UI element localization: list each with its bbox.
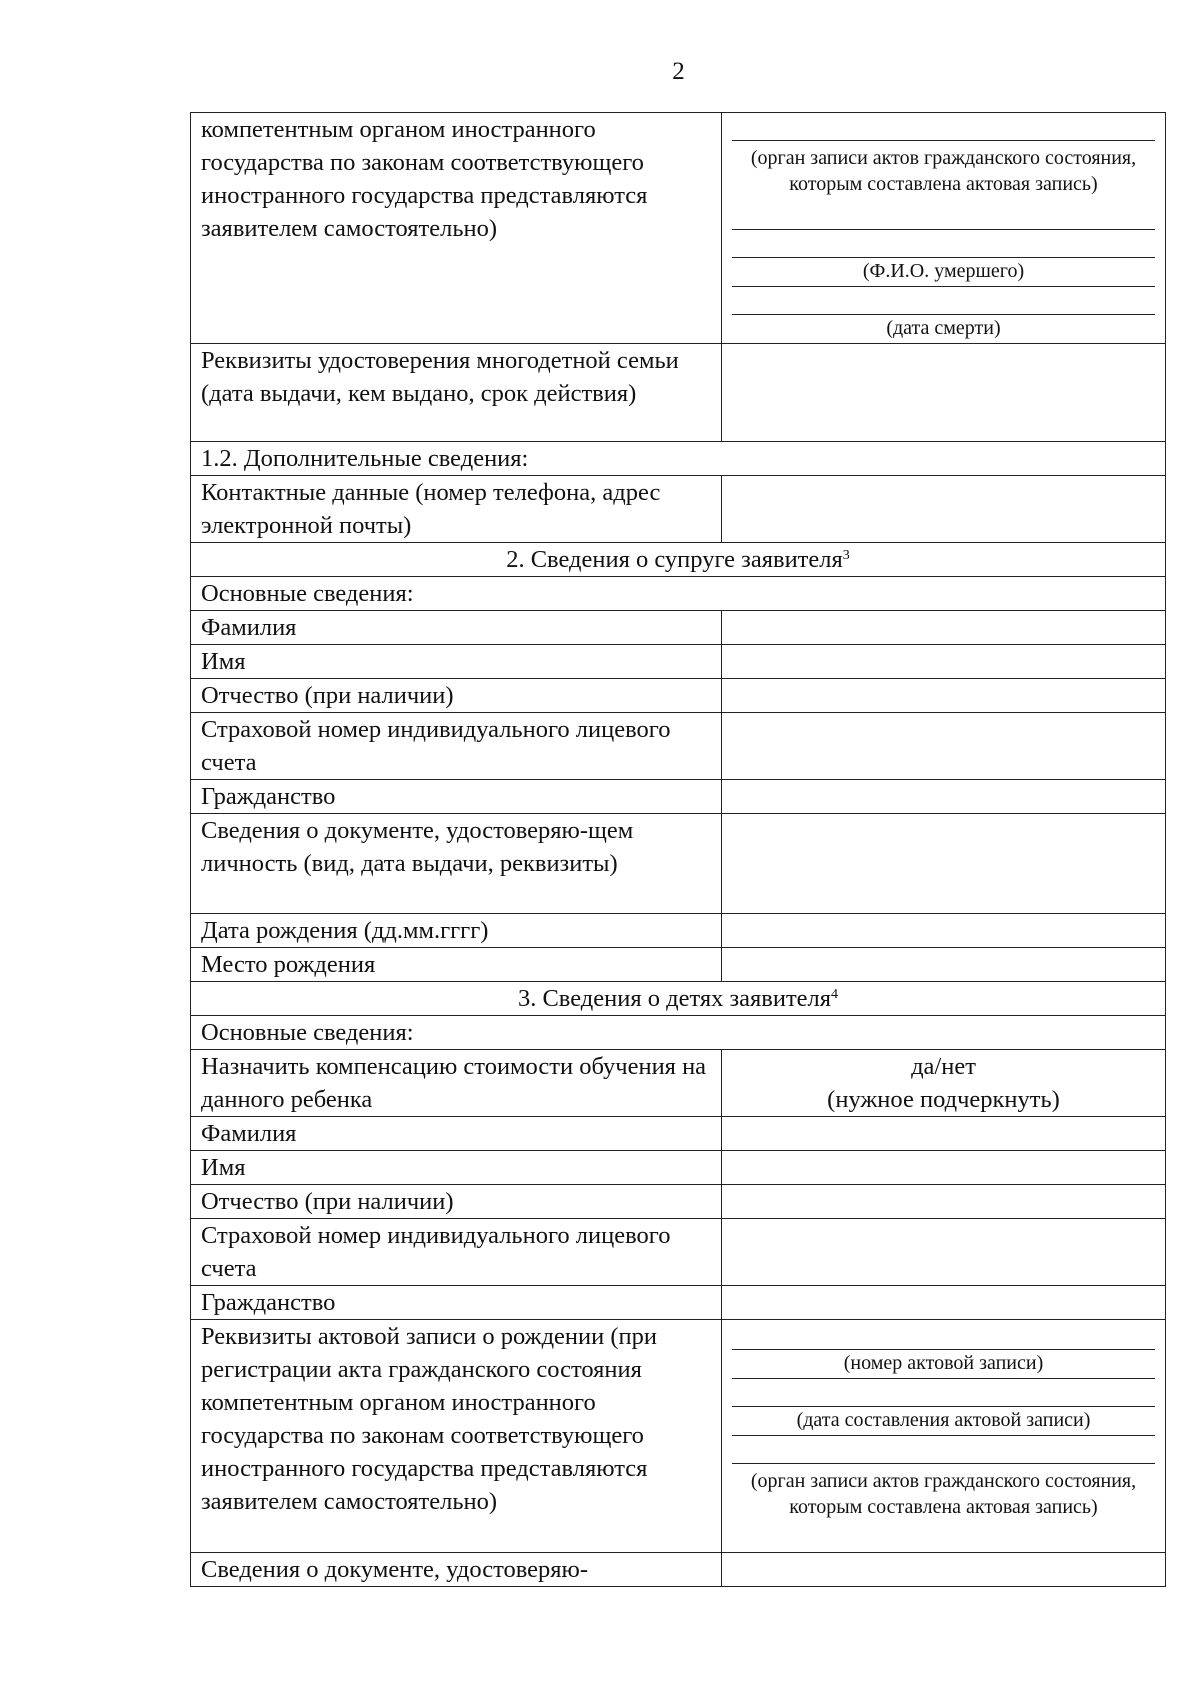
spouse-name-field[interactable]	[722, 645, 1166, 679]
spouse-birthdate-field[interactable]	[722, 914, 1166, 948]
spouse-patronymic-label: Отчество (при наличии)	[191, 679, 722, 713]
row-label-contact-data: Контактные данные (номер телефона, адрес электронной почты)	[191, 476, 722, 543]
table-row	[191, 543, 1166, 577]
spouse-birthdate-label: Дата рождения (дд.мм.гггг)	[191, 914, 722, 948]
table-row	[191, 1151, 1166, 1185]
spouse-birthplace-label: Место рождения	[191, 948, 722, 982]
field-blank[interactable]	[732, 1320, 1155, 1350]
table-row	[191, 914, 1166, 948]
application-form-table	[190, 112, 1166, 1587]
row-label-additional-info: 1.2. Дополнительные сведения:	[191, 442, 1166, 476]
row-label-foreign-authority: компетентным органом иностранного государства по законам соответствующего иностранного государства представляются заявителем самостоятельно)	[191, 113, 722, 344]
spouse-id-document-field[interactable]	[722, 814, 1166, 914]
child-patronymic-label: Отчество (при наличии)	[191, 1185, 722, 1219]
caption-registry-office: (орган записи актов гражданского состояния, которым составлена актовая запись)	[750, 1470, 1137, 1518]
table-row	[191, 814, 1166, 914]
spouse-name-label: Имя	[191, 645, 722, 679]
caption-registry-office: (орган записи актов гражданского состояния, которым составлена актовая запись)	[732, 141, 1155, 230]
field-blank[interactable]	[732, 1436, 1155, 1464]
footnote-mark: 4	[831, 987, 839, 1002]
child-surname-field[interactable]	[722, 1117, 1166, 1151]
child-id-document-field[interactable]	[722, 1553, 1166, 1587]
table-row	[191, 113, 1166, 344]
section-2-basic-info: Основные сведения:	[191, 577, 1166, 611]
spouse-citizenship-field[interactable]	[722, 780, 1166, 814]
table-row	[191, 1050, 1166, 1117]
child-birth-record-label: Реквизиты актовой записи о рождении (при регистрации акта гражданского состояния компетентным органом иностранного государства по законам соответствующего иностранного государства представляются заявителем самостоятельно)	[191, 1320, 722, 1553]
table-row	[191, 1286, 1166, 1320]
section-2-title	[191, 543, 1166, 577]
field-blank[interactable]	[732, 287, 1155, 315]
table-row	[191, 713, 1166, 780]
child-id-document-label: Сведения о документе, удостоверяю-	[191, 1553, 722, 1587]
table-row	[191, 577, 1166, 611]
row-value-contact-data[interactable]	[722, 476, 1166, 543]
child-name-field[interactable]	[722, 1151, 1166, 1185]
table-row	[191, 1016, 1166, 1050]
yes-no-option[interactable]: да/нет	[911, 1053, 976, 1080]
spouse-patronymic-field[interactable]	[722, 679, 1166, 713]
page-number: 2	[672, 58, 685, 85]
child-citizenship-label: Гражданство	[191, 1286, 722, 1320]
table-row	[191, 1185, 1166, 1219]
section-3-basic-info: Основные сведения:	[191, 1016, 1166, 1050]
table-row	[191, 1117, 1166, 1151]
spouse-id-document-label: Сведения о документе, удостоверяю-щем личность (вид, дата выдачи, реквизиты)	[191, 814, 722, 914]
spouse-snils-field[interactable]	[722, 713, 1166, 780]
row-value-large-family-certificate[interactable]	[722, 344, 1166, 442]
table-row	[191, 1553, 1166, 1587]
table-row	[191, 1219, 1166, 1286]
section-3-title-text: 3. Сведения о детях заявителя	[517, 985, 832, 1012]
underline-hint: (нужное подчеркнуть)	[827, 1086, 1060, 1113]
table-row	[191, 645, 1166, 679]
field-blank[interactable]	[732, 1379, 1155, 1407]
child-surname-label: Фамилия	[191, 1117, 722, 1151]
table-row	[191, 1320, 1166, 1553]
child-snils-label: Страховой номер индивидуального лицевого счета	[191, 1219, 722, 1286]
caption-record-number: (номер актовой записи)	[732, 1350, 1155, 1379]
table-row	[191, 780, 1166, 814]
caption-death-date: (дата смерти)	[886, 317, 1001, 339]
spouse-surname-field[interactable]	[722, 611, 1166, 645]
spouse-birthplace-field[interactable]	[722, 948, 1166, 982]
child-snils-field[interactable]	[722, 1219, 1166, 1286]
child-name-label: Имя	[191, 1151, 722, 1185]
row-value-death-record	[722, 113, 1166, 344]
child-birth-record-fields	[722, 1320, 1166, 1553]
section-3-title	[191, 982, 1166, 1016]
spouse-surname-label: Фамилия	[191, 611, 722, 645]
field-blank[interactable]	[732, 113, 1155, 141]
spouse-citizenship-label: Гражданство	[191, 780, 722, 814]
spouse-snils-label: Страховой номер индивидуального лицевого счета	[191, 713, 722, 780]
child-compensation-label: Назначить компенсацию стоимости обучения на данного ребенка	[191, 1050, 722, 1117]
table-row	[191, 611, 1166, 645]
child-compensation-choice[interactable]	[722, 1050, 1166, 1117]
table-row	[191, 442, 1166, 476]
child-patronymic-field[interactable]	[722, 1185, 1166, 1219]
table-row	[191, 982, 1166, 1016]
table-row	[191, 344, 1166, 442]
child-citizenship-field[interactable]	[722, 1286, 1166, 1320]
section-2-title-text: 2. Сведения о супруге заявителя	[506, 546, 843, 573]
table-row	[191, 476, 1166, 543]
field-blank[interactable]	[732, 230, 1155, 258]
footnote-mark: 3	[842, 548, 850, 563]
row-label-large-family-certificate: Реквизиты удостоверения многодетной семьи (дата выдачи, кем выдано, срок действия)	[191, 344, 722, 442]
caption-deceased-name: (Ф.И.О. умершего)	[732, 258, 1155, 287]
table-row	[191, 679, 1166, 713]
caption-record-date: (дата составления актовой записи)	[732, 1407, 1155, 1436]
table-row	[191, 948, 1166, 982]
